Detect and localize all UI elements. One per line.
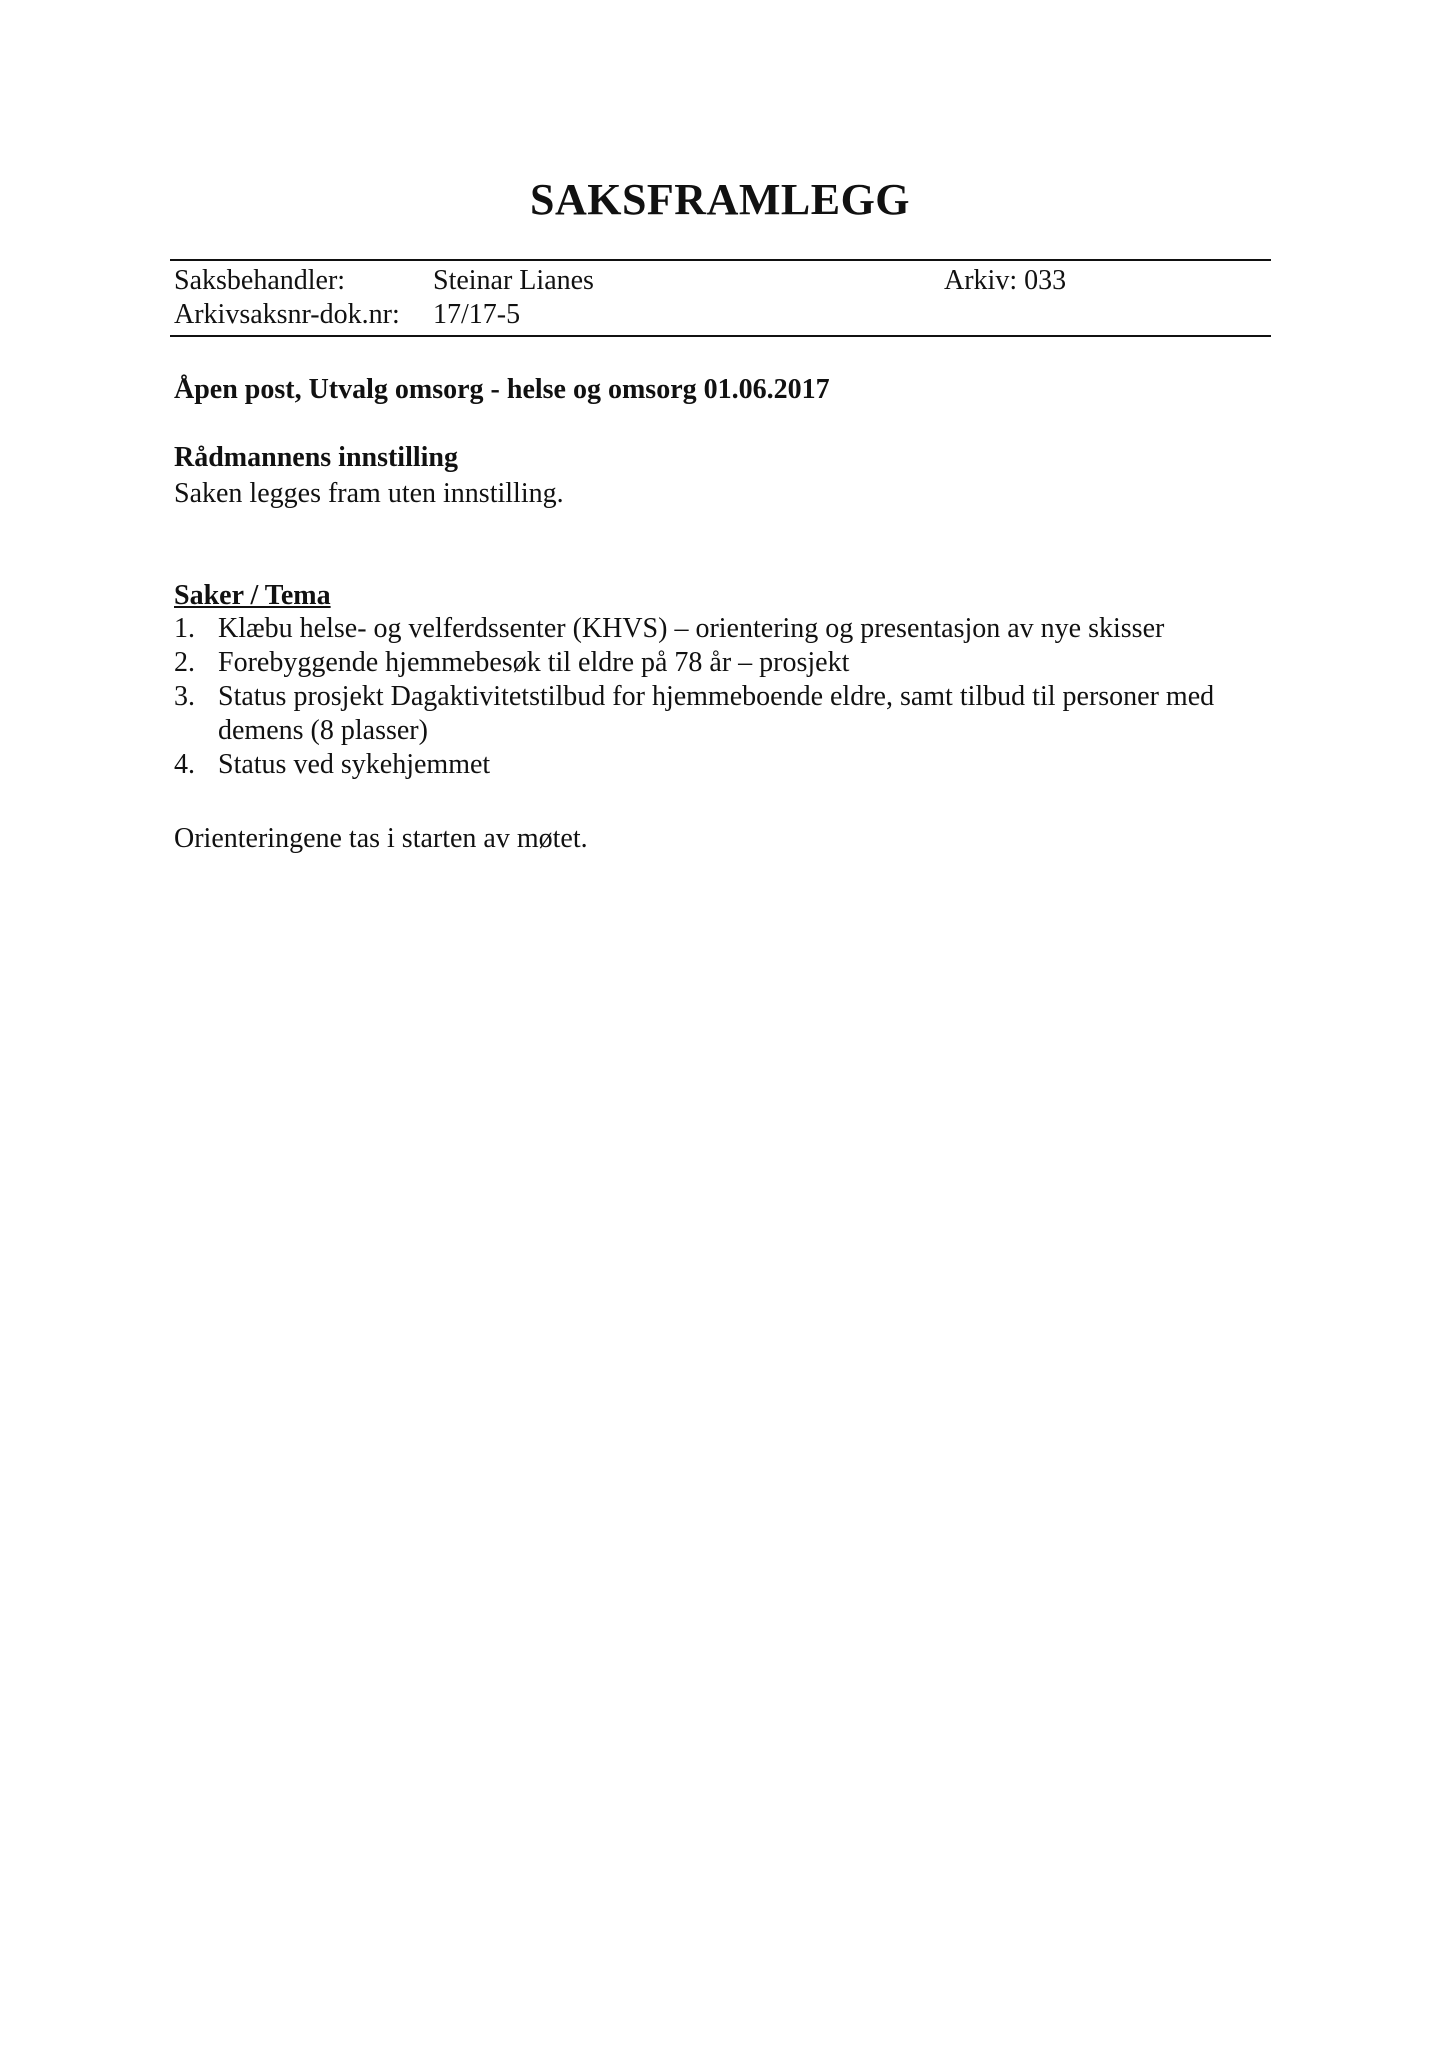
topic-item: [174, 748, 1274, 782]
meta-row-case-number: [174, 298, 1269, 332]
topic-number: 4.: [174, 749, 195, 780]
recommendation-heading: Rådmannens innstilling: [174, 442, 458, 473]
recommendation-text: Saken legges fram uten innstilling.: [174, 478, 564, 509]
topic-number: 3.: [174, 681, 195, 712]
topics-heading: Saker / Tema: [174, 580, 331, 611]
topic-item: [174, 680, 1274, 748]
closing-note: Orienteringene tas i starten av møtet.: [174, 823, 588, 854]
topic-text: Status ved sykehjemmet: [218, 749, 491, 780]
topic-text: Klæbu helse- og velferdssenter (KHVS) – orientering og presentasjon av nye skisser: [218, 613, 1165, 644]
header-rule-bottom: [170, 335, 1271, 337]
case-officer-label: Saksbehandler:: [174, 265, 346, 296]
topic-number: 1.: [174, 613, 195, 644]
case-number-label: Arkivsaksnr-dok.nr:: [174, 299, 400, 330]
meeting-line: Åpen post, Utvalg omsorg - helse og omsorg 01.06.2017: [174, 374, 830, 405]
case-officer-value: Steinar Lianes: [433, 265, 594, 296]
meta-row-case-officer: [174, 264, 1269, 298]
topic-text: Status prosjekt Dagaktivitetstilbud for hjemmeboende eldre, samt tilbud til personer med demens (8 plasser): [218, 681, 1215, 746]
archive-code: Arkiv: 033: [944, 265, 1067, 296]
topic-number: 2.: [174, 647, 195, 678]
document-title: SAKSFRAMLEGG: [529, 175, 911, 224]
topic-list: [174, 612, 1274, 782]
topic-text: Forebyggende hjemmebesøk til eldre på 78 år – prosjekt: [218, 647, 850, 678]
header-rule-top: [170, 259, 1271, 261]
topic-item: [174, 646, 1274, 680]
case-number-value: 17/17-5: [433, 299, 521, 330]
topic-item: [174, 612, 1274, 646]
